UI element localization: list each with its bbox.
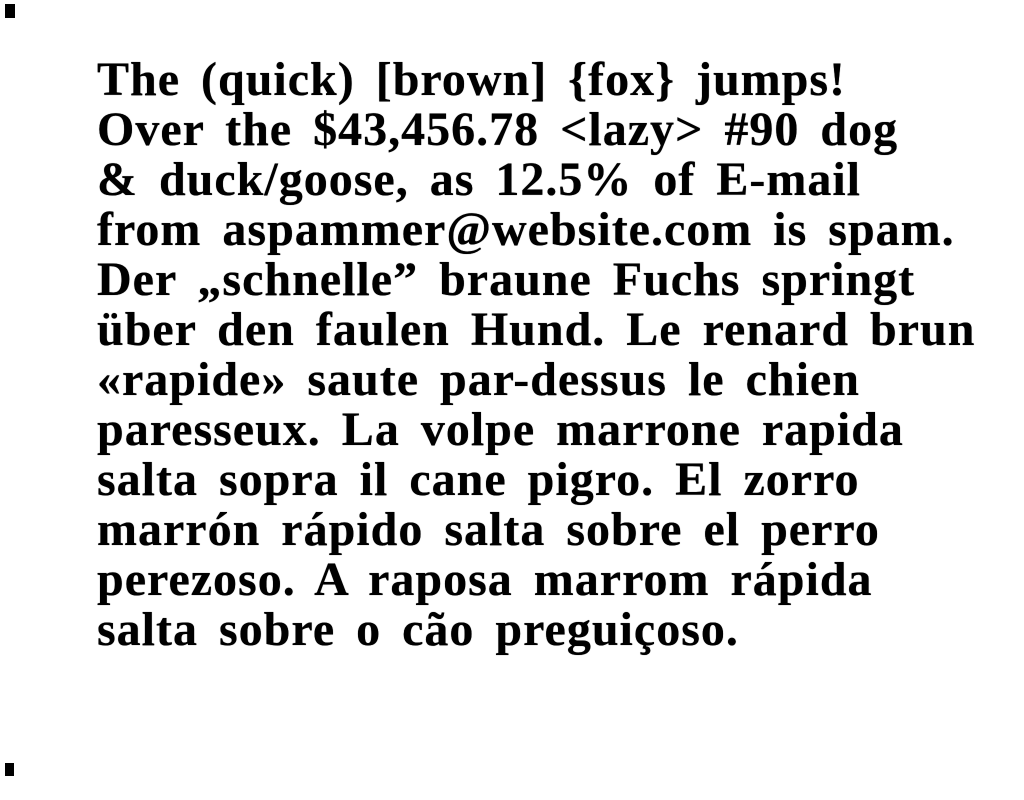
text-line: salta sopra il cane pigro. El zorro xyxy=(97,453,860,506)
text-line: from aspammer@website.com is spam. xyxy=(97,203,955,256)
scan-artifact-top-left xyxy=(5,4,15,18)
scan-artifact-bottom-left xyxy=(5,763,14,776)
text-line: & duck/goose, as 12.5% of E-mail xyxy=(97,153,862,206)
text-line: marrón rápido salta sobre el perro xyxy=(97,503,880,556)
text-line: «rapide» saute par-dessus le chien xyxy=(97,353,860,406)
text-line: salta sobre o cão preguiçoso. xyxy=(97,603,739,656)
text-line: paresseux. La volpe marrone rapida xyxy=(97,403,904,456)
pangram-text-block xyxy=(97,53,976,656)
text-line: über den faulen Hund. Le renard brun xyxy=(97,303,976,356)
text-line: Der „schnelle” braune Fuchs springt xyxy=(97,253,916,306)
text-line: The (quick) [brown] {fox} jumps! xyxy=(97,53,847,106)
text-line: Over the $43,456.78 <lazy> #90 dog xyxy=(97,103,899,156)
text-line: perezoso. A raposa marrom rápida xyxy=(97,553,873,606)
